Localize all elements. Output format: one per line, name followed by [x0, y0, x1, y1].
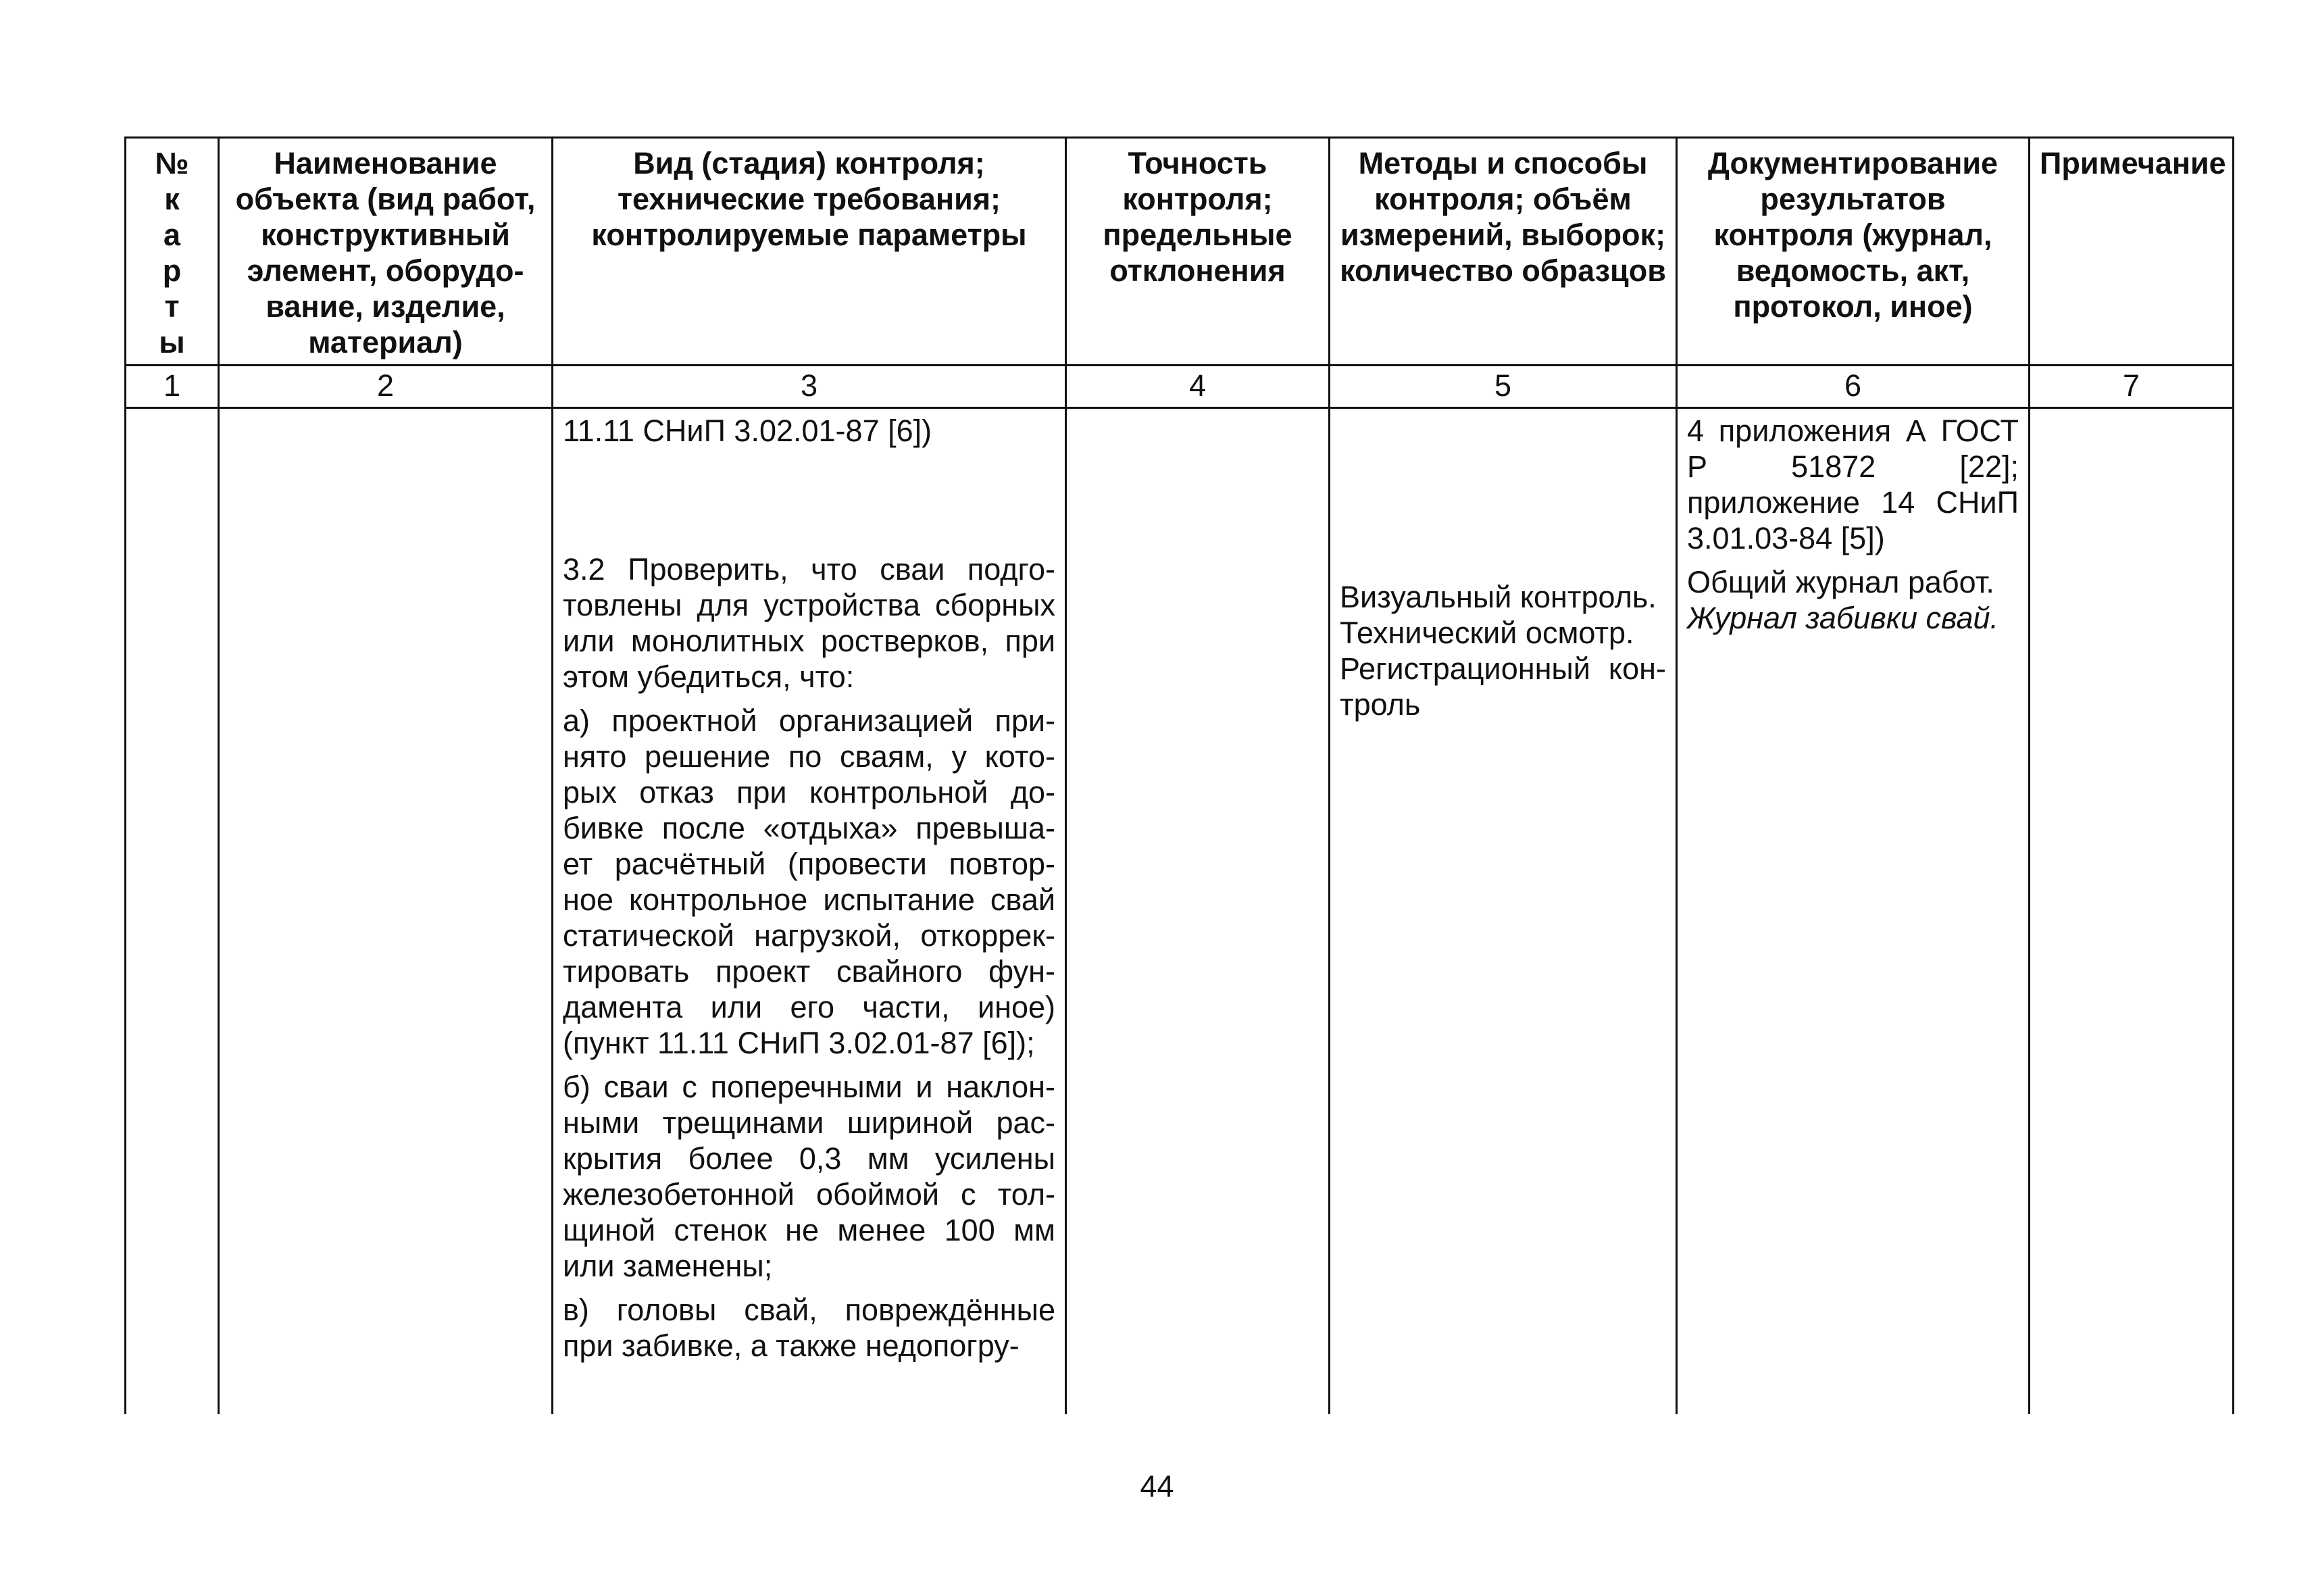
cell-documentation — [1677, 408, 2030, 1415]
documentation-line: Общий журнал работ. — [1687, 565, 1994, 599]
column-number: 3 — [553, 366, 1066, 408]
header-methods: Методы и способы контроля; объём измерений, выборок; количество образцов — [1330, 138, 1677, 366]
cell-control-type — [553, 408, 1066, 1415]
header-card-number: № к а р т ы — [126, 138, 219, 366]
requirement-paragraph: б) сваи с поперечными и наклон-ными трещинами шириной рас-крытия более 0,3 мм усилены железобетонной обоймой с тол-щиной стенок не менее 100 мм или заменены; — [563, 1070, 1055, 1283]
column-number: 2 — [219, 366, 553, 408]
requirement-paragraph: а) проектной организацией при-нято решение по сваям, у кото-рых отказ при контрольной до-бивке после «отдыха» превыша-ет расчётный (провести повтор-ное контрольное испытание свай статической нагрузкой, откоррек-тировать проект свайного фун-дамента или его части, иное) (пункт 11.11 СНиП 3.02.01-87 [6]); — [563, 703, 1055, 1060]
column-number: 1 — [126, 366, 219, 408]
column-number: 4 — [1066, 366, 1330, 408]
cell-card-number — [126, 408, 219, 1415]
column-number: 7 — [2030, 366, 2234, 408]
documentation-line: Журнал забивки свай. — [1687, 601, 1999, 635]
requirement-paragraph: 3.2 Проверить, что сваи подго-товлены для устройства сборных или монолитных ростверков, при этом убедиться, что: — [563, 552, 1055, 694]
header-note: Примечание — [2030, 138, 2234, 366]
cell-object-name — [219, 408, 553, 1415]
header-documentation: Документирование результатов контроля (журнал, ведомость, акт, протокол, иное) — [1677, 138, 2030, 366]
requirement-paragraph: 11.11 СНиП 3.02.01-87 [6]) — [563, 414, 932, 448]
cell-methods — [1330, 408, 1677, 1415]
documentation-paragraph: 4 приложения А ГОСТ Р 51872 [22]; приложение 14 СНиП 3.01.03-84 [5]) — [1687, 414, 2019, 555]
column-number: 5 — [1330, 366, 1677, 408]
table-row — [126, 408, 2234, 1415]
header-object-name: Наименование объекта (вид работ, конструктивный элемент, оборудо-вание, изделие, материал) — [219, 138, 553, 366]
method-line: Визуальный контроль. — [1340, 580, 1657, 614]
column-numbers-row — [126, 366, 2234, 408]
method-line: Регистрационный кон-троль — [1340, 651, 1666, 722]
header-row — [126, 138, 2234, 366]
control-table — [124, 136, 2234, 1414]
header-control-type: Вид (стадия) контроля; технические требования; контролируемые параметры — [553, 138, 1066, 366]
header-accuracy: Точность контроля; предельные отклонения — [1066, 138, 1330, 366]
cell-note — [2030, 408, 2234, 1415]
method-line: Технический осмотр. — [1340, 616, 1634, 650]
column-number: 6 — [1677, 366, 2030, 408]
cell-accuracy — [1066, 408, 1330, 1415]
requirement-paragraph: в) головы свай, повреждённые при забивке, а также недопогру- — [563, 1293, 1055, 1363]
page-number: 44 — [1140, 1469, 1174, 1503]
